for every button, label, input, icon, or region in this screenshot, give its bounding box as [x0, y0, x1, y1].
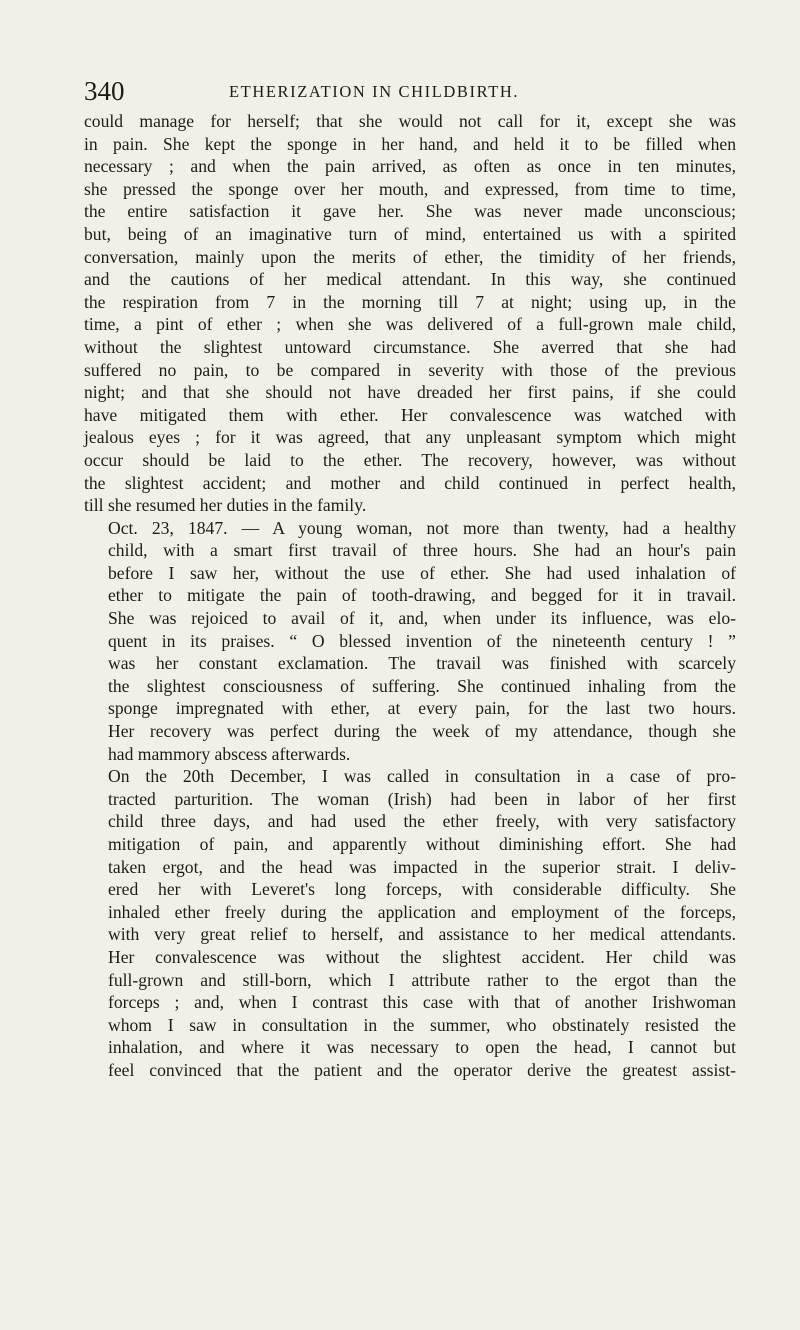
text-line: jealous eyes ; for it was agreed, that any unpleasant symptom which might	[84, 427, 736, 448]
text-line: child three days, and had used the ether freely, with very satisfactory	[108, 811, 736, 832]
text-line: the entire satisfaction it gave her. She was never made unconscious;	[84, 201, 736, 222]
text-line: with very great relief to herself, and assistance to her medical attendants.	[108, 924, 736, 945]
text-line: quent in its praises. “ O blessed invention of the nineteenth century ! ”	[108, 630, 736, 651]
running-title: ETHERIZATION IN CHILDBIRTH.	[229, 82, 520, 101]
text-line: occur should be laid to the ether. The recovery, however, was without	[84, 449, 736, 470]
running-head	[84, 60, 736, 106]
text-line: the respiration from 7 in the morning till 7 at night; using up, in the	[84, 291, 736, 312]
paragraph-3	[84, 765, 736, 1081]
paragraph-2	[84, 517, 736, 766]
text-line: the slightest accident; and mother and child continued in perfect health,	[84, 472, 736, 493]
page-number: 340	[84, 76, 125, 106]
text-line: till she resumed her duties in the family.	[84, 495, 367, 516]
text-line: inhaled ether freely during the application and employment of the forceps,	[108, 901, 736, 922]
text-line: she pressed the sponge over her mouth, and expressed, from time to time,	[84, 178, 736, 199]
text-line: conversation, mainly upon the merits of ether, the timidity of her friends,	[84, 246, 736, 267]
text-line: forceps ; and, when I contrast this case with that of another Irishwoman	[108, 992, 736, 1013]
text-line: the slightest consciousness of suffering. She continued inhaling from the	[108, 675, 736, 696]
text-line: full-grown and still-born, which I attribute rather to the ergot than the	[108, 969, 736, 990]
text-line: in pain. She kept the sponge in her hand, and held it to be filled when	[84, 133, 736, 154]
text-line: without the slightest untoward circumstance. She averred that she had	[84, 336, 736, 357]
body-text	[84, 110, 736, 1082]
text-line: Oct. 23, 1847. — A young woman, not more than twenty, had a healthy	[108, 517, 736, 538]
paragraph-1	[84, 110, 736, 517]
text-line: feel convinced that the patient and the operator derive the greatest assist-	[108, 1059, 736, 1080]
text-line: Her convalescence was without the slightest accident. Her child was	[108, 946, 736, 967]
text-line: and the cautions of her medical attendant. In this way, she continued	[84, 269, 736, 290]
text-line: Her recovery was perfect during the week of my attendance, though she	[108, 721, 736, 742]
text-line: ether to mitigate the pain of tooth-drawing, and begged for it in travail.	[108, 585, 736, 606]
text-line: have mitigated them with ether. Her convalescence was watched with	[84, 404, 736, 425]
text-line: before I saw her, without the use of ether. She had used inhalation of	[108, 562, 736, 583]
text-line: On the 20th December, I was called in consultation in a case of pro-	[108, 766, 736, 787]
text-line: child, with a smart first travail of three hours. She had an hour's pain	[108, 540, 736, 561]
text-line: whom I saw in consultation in the summer, who obstinately resisted the	[108, 1014, 736, 1035]
text-line: mitigation of pain, and apparently without diminishing effort. She had	[108, 834, 736, 854]
text-line: could manage for herself; that she would not call for it, except she was	[84, 111, 736, 131]
text-line: She was rejoiced to avail of it, and, when under its influence, was elo-	[108, 608, 736, 629]
text-line: ered her with Leveret's long forceps, with considerable difficulty. She	[108, 879, 736, 900]
text-line: inhalation, and where it was necessary to open the head, I cannot but	[108, 1037, 736, 1058]
text-line: sponge impregnated with ether, at every pain, for the last two hours.	[108, 698, 736, 719]
text-line: tracted parturition. The woman (Irish) had been in labor of her first	[108, 788, 736, 809]
text-line: night; and that she should not have dreaded her first pains, if she could	[84, 382, 736, 403]
text-line: taken ergot, and the head was impacted in the superior strait. I deliv-	[108, 856, 736, 877]
text-line: had mammory abscess afterwards.	[108, 743, 351, 764]
text-line: but, being of an imaginative turn of mind, entertained us with a spirited	[84, 223, 736, 244]
text-line: time, a pint of ether ; when she was delivered of a full-grown male child,	[84, 314, 736, 335]
text-line: necessary ; and when the pain arrived, as often as once in ten minutes,	[84, 156, 736, 177]
text-line: suffered no pain, to be compared in severity with those of the previous	[84, 359, 736, 380]
text-line: was her constant exclamation. The travail was finished with scarcely	[108, 653, 736, 674]
